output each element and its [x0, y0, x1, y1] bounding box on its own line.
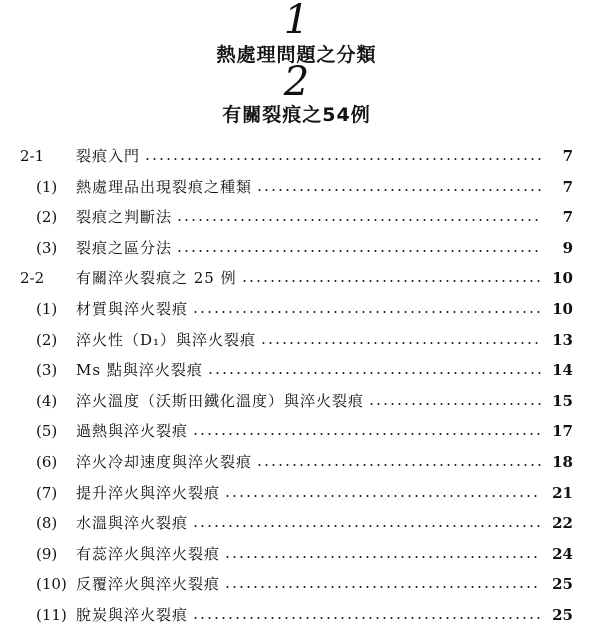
- toc-entry-page: 10: [552, 300, 573, 318]
- toc-entry-page: 7: [562, 147, 573, 165]
- toc-entry-page: 9: [562, 238, 573, 257]
- toc-entry[interactable]: [0, 173, 593, 201]
- chapter-title: 熱處理問題之分類: [216, 44, 377, 66]
- toc-entry-page: 25: [552, 606, 573, 624]
- toc-entry-title: 熱處理品出現裂痕之種類: [76, 177, 253, 196]
- dot-leader: [241, 280, 541, 282]
- toc-entry-page: 13: [552, 330, 573, 349]
- toc-entry-number: (3): [36, 361, 58, 380]
- dot-leader: [256, 189, 541, 191]
- toc-entry-title: 脫炭與淬火裂痕: [76, 606, 189, 624]
- dot-leader: [144, 158, 541, 160]
- toc-entry-title: 裂痕之區分法: [76, 238, 173, 257]
- toc-entry-page: 7: [562, 208, 573, 227]
- toc-entry-page: 14: [552, 361, 573, 380]
- toc-entry-number: 2-2: [20, 269, 45, 288]
- toc-entry-page: 7: [562, 177, 573, 196]
- dot-leader: [176, 250, 541, 252]
- dot-leader: [224, 586, 541, 588]
- toc-entry-page: 21: [552, 483, 573, 502]
- toc-entry-number: (6): [36, 453, 58, 471]
- toc-entry[interactable]: [0, 234, 593, 262]
- toc-entry-number: (3): [36, 238, 58, 257]
- toc-entry-number: (2): [36, 208, 58, 227]
- toc-entry-title: 材質與淬火裂痕: [76, 300, 189, 318]
- toc-entry-number: (8): [36, 514, 58, 533]
- dot-leader: [256, 464, 541, 466]
- toc-entry-number: (9): [36, 544, 58, 563]
- dot-leader: [368, 403, 541, 405]
- toc-entry-page: 18: [552, 453, 573, 471]
- dot-leader: [192, 617, 541, 619]
- toc-entry-title: 淬火冷却速度與淬火裂痕: [76, 453, 253, 471]
- toc-entry[interactable]: [0, 387, 593, 415]
- toc-entry-page: 22: [552, 514, 573, 533]
- toc-entry-page: 10: [552, 269, 573, 288]
- toc-entry[interactable]: [0, 540, 593, 568]
- toc-entry-page: 15: [552, 391, 573, 410]
- toc-entry-title: Ms 點與淬火裂痕: [76, 361, 203, 380]
- toc-entry-title: 反覆淬火與淬火裂痕: [76, 575, 221, 594]
- toc-entry-page: 25: [552, 575, 573, 594]
- toc-entry[interactable]: [0, 479, 593, 507]
- toc-entry-title: 裂痕之判斷法: [76, 208, 173, 227]
- toc-entry-page: 24: [552, 544, 573, 563]
- toc-entry[interactable]: [0, 203, 593, 231]
- toc-entry-number: (10): [36, 575, 67, 594]
- toc-entry[interactable]: [0, 356, 593, 384]
- toc-entry-page: 17: [552, 422, 573, 441]
- dot-leader: [224, 495, 541, 497]
- toc-entry-number: (5): [36, 422, 58, 441]
- toc-entry-number: (11): [36, 606, 67, 624]
- toc-entry-title: 提升淬火與淬火裂痕: [76, 483, 221, 502]
- toc-entry-title: 淬火性（D₁）與淬火裂痕: [76, 330, 257, 349]
- toc-entry[interactable]: [0, 570, 593, 598]
- toc-entry-title: 過熱與淬火裂痕: [76, 422, 189, 441]
- dot-leader: [207, 372, 541, 374]
- chapter-title: 有關裂痕之54例: [222, 104, 371, 126]
- toc-entry[interactable]: [0, 295, 593, 323]
- toc-entry-title: 淬火溫度（沃斯田鐵化溫度）與淬火裂痕: [76, 391, 365, 410]
- dot-leader: [224, 556, 541, 558]
- toc-entry[interactable]: [0, 264, 593, 292]
- toc-entry-title: 水溫與淬火裂痕: [76, 514, 189, 533]
- toc-entry-number: 2-1: [20, 147, 45, 165]
- toc-entry-number: (2): [36, 330, 58, 349]
- toc-entry[interactable]: [0, 417, 593, 445]
- toc-entry-number: (1): [36, 300, 58, 318]
- toc-entry-number: (1): [36, 177, 58, 196]
- toc-entry-title: 有關淬火裂痕之 25 例: [76, 269, 237, 288]
- dot-leader: [176, 219, 541, 221]
- dot-leader: [192, 311, 541, 313]
- chapter-number: 2: [283, 59, 310, 105]
- toc-entry[interactable]: [0, 448, 593, 476]
- toc-entry-title: 有蕊淬火與淬火裂痕: [76, 544, 221, 563]
- toc-entry[interactable]: [0, 509, 593, 537]
- toc-entry[interactable]: [0, 142, 593, 170]
- toc-entry[interactable]: [0, 326, 593, 354]
- chapter-number: 1: [283, 0, 310, 43]
- toc-entry[interactable]: [0, 601, 593, 629]
- dot-leader: [192, 433, 541, 435]
- dot-leader: [192, 525, 541, 527]
- toc-entry-title: 裂痕入門: [76, 147, 141, 165]
- toc-entry-number: (4): [36, 391, 58, 410]
- dot-leader: [260, 342, 541, 344]
- toc-entry-number: (7): [36, 483, 58, 502]
